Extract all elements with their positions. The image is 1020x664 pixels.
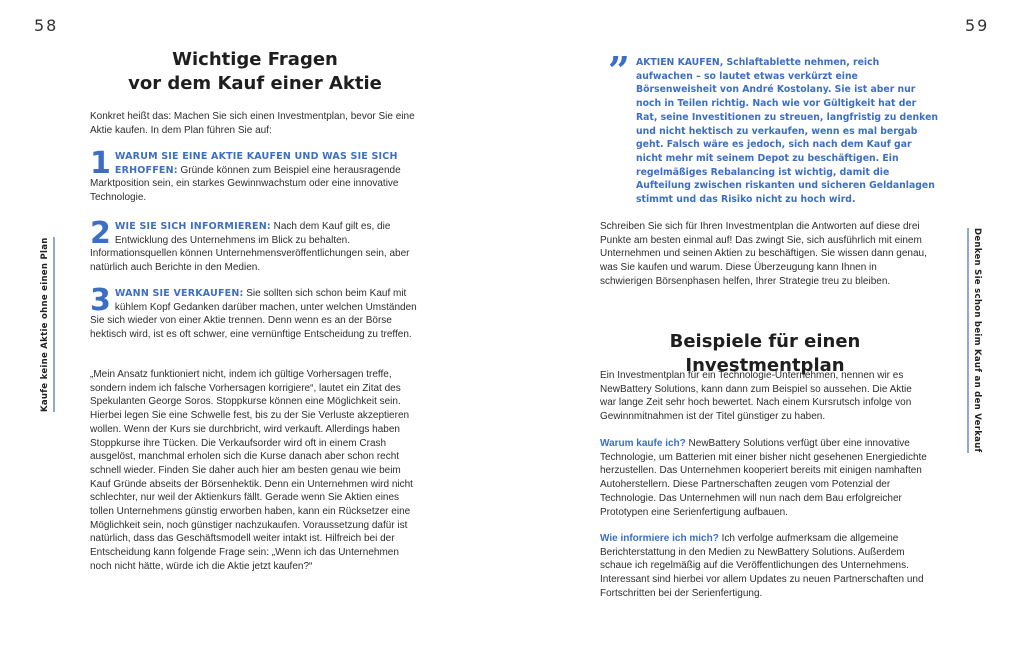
title-line-1: Wichtige Fragen <box>172 49 338 70</box>
item-heading: WARUM SIE EINE AKTIE KAUFEN UND WAS SIE SICH ERHOFFEN: <box>114 151 398 176</box>
number-2: 2 <box>90 216 111 251</box>
warum-text: NewBattery Solutions verfügt über eine innovative Technologie, um Batterien mit einer bisher nicht gesehenen Energiedichte herzustellen. Das Unternehmen kooperiert bereits mit einigen namhaften Autoherstellern. Diese Partnerschaften zeugen vom Potenzial der Technologie. Das Unternehmen will nun nach dem Bau erfolgreicher Prototypen eine Serienfertigung aufbauen. <box>600 438 927 518</box>
number-3: 3 <box>90 283 111 318</box>
page-number-right: 59 <box>965 16 990 35</box>
numbered-item-3 <box>90 283 420 342</box>
item-heading: WIE SIE SICH INFORMIEREN: <box>114 221 271 232</box>
warum-lead: Warum kaufe ich? <box>600 438 686 449</box>
item-text: Nach dem Kauf gilt es, die Entwicklung des Unternehmens im Blick zu behalten. Informationsquellen können Unternehmensveröffentlichungen sein, aber natürlich auch Berichte in den Medien. <box>90 221 410 274</box>
side-label-left: Kaufe keine Aktie ohne einen Plan <box>40 237 55 412</box>
numbered-item-2 <box>90 216 420 275</box>
soros-paragraph: „Mein Ansatz funktioniert nicht, indem ich gültige Vorhersagen treffe, sondern indem ich falsche Vorhersagen korrigiere“, lautet ein Zitat des Spekulanten George Soros. Stoppkurse können eine Möglichkeit sein. Hierbei legen Sie eine Schwelle fest, bis zu der Sie Verluste akzeptieren wollen. Wenn der Kurs sie durchbricht, wird verkauft. Allerdings haben Stoppkurse ihre Tücken. Die Verkaufsorder wird oft in einem Crash ausgelöst, manchmal erholen sich die Kurse danach aber schon recht schnell wieder. Finden Sie daher auch hier am besten genau wie beim Kauf Gründe abseits der Börsenhektik. Denn ein Unternehmen wird nicht schlechter, nur weil der Aktienkurs fällt. Gerade wenn Sie Aktien eines tollen Unternehmens günstig erworben haben, kann ein Rücksetzer eine Möglichkeit sein, noch günstiger nachzukaufen. Voraussetzung dafür ist natürlich, dass das Geschäftsmodell weiter intakt ist. Hilfreich bei der Entscheidung kann folgende Frage sein: „Wenn ich das Unternehmen noch nicht hätte, würde ich die Aktie jetzt kaufen?“ <box>90 369 413 572</box>
item-text: Sie sollten sich schon beim Kauf mit kühlem Kopf Gedanken darüber machen, unter welchen Umständen Sie sich wieder von einer Aktie trennen. Denn wenn es an der Börse hektisch wird, ist es oft schwer, eine vernünftige Entscheidung zu treffen. <box>90 288 417 341</box>
pull-quote <box>608 48 938 207</box>
side-label-right: Denken Sie schon beim Kauf an den Verkauf <box>967 228 982 453</box>
item-text: Gründe können zum Beispiel eine herausragende Marktposition sein, ein starkes Gewinnwachstum oder eine innovative Technologie. <box>90 164 401 204</box>
right-page <box>510 0 1020 664</box>
title-line-2: vor dem Kauf einer Aktie <box>128 73 382 94</box>
beispiele-paragraph: Ein Investmentplan für ein Technologie-Unternehmen, nennen wir es NewBattery Solutions, kann dann zum Beispiel so aussehen. Die Aktie war lange Zeit sehr hoch bewertet. Nach einem Kursrutsch infolge von Gewinnmitnahmen ist der Titel günstiger zu haben. <box>600 370 912 423</box>
wie-paragraph <box>600 532 930 601</box>
schreiben-paragraph: Schreiben Sie sich für Ihren Investmentplan die Antworten auf diese drei Punkte am besten einmal auf! Das zwingt Sie, sich ausführlich mit einem Unternehmen und seinen Aktien zu beschäftigen. Sie wissen dann genau, was Sie kaufen und warum. Diese Überzeugung kann Ihnen in schwierigen Börsenphasen helfen, Ihrer Strategie treu zu bleiben. <box>600 221 927 287</box>
item-heading: WANN SIE VERKAUFEN: <box>114 288 244 299</box>
wie-text: Ich verfolge aufmerksam die allgemeine Berichterstattung in den Medien zu NewBattery Solutions. Außerdem schaue ich regelmäßig auf die Veröffentlichungen des Unternehmens. Interessant sind hierbei vor allem Updates zu neuen Partnerschaften und Fortschritten bei der Serienfertigung. <box>600 533 924 599</box>
quote-text: AKTIEN KAUFEN, Schlaftablette nehmen, reich aufwachen – so lautet etwas verkürzt eine Börsenweisheit von André Kostolany. Sie ist aber nur noch in Teilen richtig. Nach wie vor Gültigkeit hat der Rat, seine Investitionen zu streuen, langfristig zu denken und nicht hektisch zu verkaufen, wenn es mal bergab geht. Falsch wäre es jedoch, sich nach dem Kauf gar nicht mehr mit seinem Depot zu beschäftigen. Ein regelmäßiges Rebalancing ist wichtig, damit die Aufteilung zwischen riskanten und sicheren Geldanlagen stimmt und das Risiko nicht zu hoch wird. <box>636 57 938 206</box>
number-1: 1 <box>90 146 111 181</box>
numbered-item-1 <box>90 146 420 205</box>
quote-icon: ” <box>608 48 626 93</box>
warum-paragraph <box>600 437 930 519</box>
page-title-left <box>90 48 420 96</box>
intro-paragraph: Konkret heißt das: Machen Sie sich einen Investmentplan, bevor Sie eine Aktie kaufen. In dem Plan führen Sie auf: <box>90 111 415 136</box>
section-title: Beispiele für einen Investmentplan <box>669 331 861 376</box>
wie-lead: Wie informiere ich mich? <box>600 533 719 544</box>
page-number-left: 58 <box>34 16 59 35</box>
